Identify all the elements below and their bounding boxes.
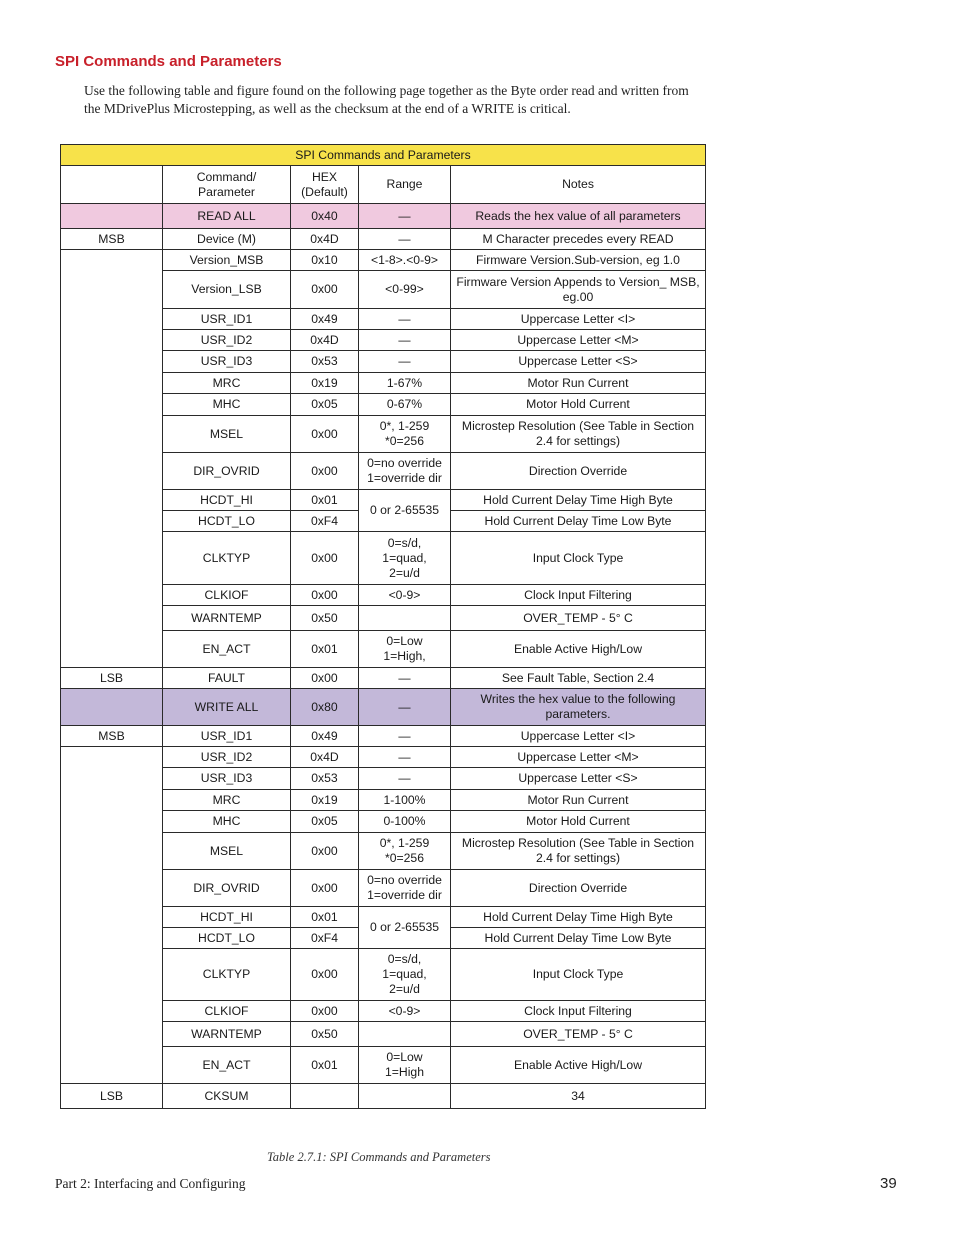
range-line: 0=Low bbox=[386, 1050, 423, 1064]
table-cell: Motor Run Current bbox=[451, 373, 706, 394]
table-row bbox=[61, 1084, 706, 1109]
table-cell: 0x49 bbox=[291, 309, 359, 330]
table-cell: — bbox=[359, 229, 451, 250]
table-cell: 0x01 bbox=[291, 907, 359, 928]
table-cell: 1-100% bbox=[359, 790, 451, 811]
table-cell: Writes the hex value to the following parameters. bbox=[451, 689, 706, 726]
table-cell bbox=[61, 204, 163, 229]
table-cell: HCDT_HI bbox=[163, 490, 291, 511]
table-cell: Clock Input Filtering bbox=[451, 585, 706, 606]
table-row-read-all bbox=[61, 204, 706, 229]
table-cell: See Fault Table, Section 2.4 bbox=[451, 668, 706, 689]
table-cell: Motor Hold Current bbox=[451, 394, 706, 416]
table-cell: 0x01 bbox=[291, 1047, 359, 1084]
range-line: 0*, 1-259 bbox=[379, 419, 430, 433]
table-cell: 0x00 bbox=[291, 1001, 359, 1022]
table-row bbox=[61, 747, 706, 768]
table-cell: 0x00 bbox=[291, 668, 359, 689]
table-cell: MSEL bbox=[163, 833, 291, 870]
table-cell: 0x00 bbox=[291, 833, 359, 870]
table-cell: CLKTYP bbox=[163, 949, 291, 1001]
byte-order-lsb: LSB bbox=[61, 1084, 163, 1109]
spi-commands-table bbox=[60, 144, 706, 1109]
table-cell: Microstep Resolution (See Table in Section 2.4 for settings) bbox=[451, 833, 706, 870]
table-row bbox=[61, 250, 706, 271]
table-cell: Uppercase Letter <I> bbox=[451, 309, 706, 330]
table-cell: Firmware Version Appends to Version_ MSB, eg.00 bbox=[451, 271, 706, 309]
intro-paragraph: Use the following table and figure found on the following page together as the Byte order read and written from the MDrivePlus Microstepping, as well as the checksum at the end of a WRITE is critical. bbox=[84, 83, 689, 116]
range-line: 0=no override bbox=[367, 873, 442, 887]
table-cell: Uppercase Letter <S> bbox=[451, 351, 706, 373]
table-cell bbox=[359, 1084, 451, 1109]
table-cell: Motor Hold Current bbox=[451, 811, 706, 833]
section-title: SPI Commands and Parameters bbox=[55, 53, 282, 70]
page-number: 39 bbox=[880, 1175, 897, 1192]
header-command: Command/ Parameter bbox=[163, 166, 291, 204]
table-cell: Clock Input Filtering bbox=[451, 1001, 706, 1022]
table-cell: 0x4D bbox=[291, 229, 359, 250]
header-notes: Notes bbox=[451, 166, 706, 204]
table-cell: 1-67% bbox=[359, 373, 451, 394]
table-cell: Hold Current Delay Time Low Byte bbox=[451, 928, 706, 949]
range-line: 1=High, bbox=[383, 649, 426, 663]
table-cell bbox=[61, 689, 163, 726]
table-cell: MHC bbox=[163, 811, 291, 833]
table-title: SPI Commands and Parameters bbox=[61, 145, 706, 166]
table-cell: Uppercase Letter <M> bbox=[451, 747, 706, 768]
table-cell: USR_ID2 bbox=[163, 330, 291, 351]
table-cell: Direction Override bbox=[451, 870, 706, 907]
range-line: 0=s/d, bbox=[387, 535, 422, 550]
table-row-write-all bbox=[61, 689, 706, 726]
range-line: 0=Low bbox=[386, 634, 423, 648]
table-cell bbox=[359, 1022, 451, 1047]
table-cell: Input Clock Type bbox=[451, 532, 706, 585]
table-cell: Motor Run Current bbox=[451, 790, 706, 811]
header-hex: HEX (Default) bbox=[291, 166, 359, 204]
table-cell: 0x19 bbox=[291, 790, 359, 811]
table-cell: — bbox=[359, 668, 451, 689]
table-cell: — bbox=[359, 689, 451, 726]
byte-order-spacer bbox=[61, 747, 163, 1084]
table-cell: — bbox=[359, 330, 451, 351]
table-cell: MRC bbox=[163, 790, 291, 811]
table-cell: 0x4D bbox=[291, 747, 359, 768]
range-line: 1=override dir bbox=[367, 888, 442, 902]
table-cell: <0-9> bbox=[359, 1001, 451, 1022]
table-cell: CKSUM bbox=[163, 1084, 291, 1109]
table-cell: Input Clock Type bbox=[451, 949, 706, 1001]
table-cell: Enable Active High/Low bbox=[451, 631, 706, 668]
table-cell: 0x00 bbox=[291, 585, 359, 606]
table-cell: 0x49 bbox=[291, 726, 359, 747]
range-line: 2=u/d bbox=[389, 982, 420, 996]
table-cell: Uppercase Letter <S> bbox=[451, 768, 706, 790]
table-cell bbox=[359, 833, 451, 870]
byte-order-msb: MSB bbox=[61, 229, 163, 250]
table-cell: HCDT_LO bbox=[163, 928, 291, 949]
table-cell: USR_ID1 bbox=[163, 726, 291, 747]
table-cell: 0xF4 bbox=[291, 511, 359, 532]
table-cell: — bbox=[359, 747, 451, 768]
table-cell: 0 or 2-65535 bbox=[359, 907, 451, 949]
table-cell: 0x50 bbox=[291, 1022, 359, 1047]
table-cell: Reads the hex value of all parameters bbox=[451, 204, 706, 229]
table-cell bbox=[359, 532, 451, 585]
table-cell: DIR_OVRID bbox=[163, 870, 291, 907]
range-line: 1=quad, bbox=[382, 967, 427, 981]
table-cell bbox=[359, 453, 451, 490]
table-cell bbox=[359, 949, 451, 1001]
table-cell: M Character precedes every READ bbox=[451, 229, 706, 250]
table-cell: EN_ACT bbox=[163, 1047, 291, 1084]
table-cell: — bbox=[359, 204, 451, 229]
table-cell: FAULT bbox=[163, 668, 291, 689]
table-cell: Hold Current Delay Time High Byte bbox=[451, 490, 706, 511]
table-cell: 0x00 bbox=[291, 949, 359, 1001]
table-cell: OVER_TEMP - 5° C bbox=[451, 606, 706, 631]
table-cell: — bbox=[359, 768, 451, 790]
table-cell: WRITE ALL bbox=[163, 689, 291, 726]
table-cell: USR_ID3 bbox=[163, 351, 291, 373]
table-cell: 0x53 bbox=[291, 351, 359, 373]
table-title-row bbox=[61, 145, 706, 166]
table-cell: 0x01 bbox=[291, 631, 359, 668]
table-cell: 0xF4 bbox=[291, 928, 359, 949]
table-cell: EN_ACT bbox=[163, 631, 291, 668]
table-cell: 0x00 bbox=[291, 453, 359, 490]
table-cell: 0-100% bbox=[359, 811, 451, 833]
table-cell: Hold Current Delay Time Low Byte bbox=[451, 511, 706, 532]
table-cell bbox=[359, 1047, 451, 1084]
table-cell: <1-8>.<0-9> bbox=[359, 250, 451, 271]
table-row bbox=[61, 668, 706, 689]
header-blank bbox=[61, 166, 163, 204]
table-cell: 34 bbox=[451, 1084, 706, 1109]
table-cell: CLKTYP bbox=[163, 532, 291, 585]
range-line: 2=u/d bbox=[389, 565, 420, 580]
range-line: 0=no override bbox=[367, 456, 442, 470]
table-cell: WARNTEMP bbox=[163, 606, 291, 631]
table-cell: Microstep Resolution (See Table in Section 2.4 for settings) bbox=[451, 416, 706, 453]
table-row bbox=[61, 726, 706, 747]
table-cell: Direction Override bbox=[451, 453, 706, 490]
table-cell: READ ALL bbox=[163, 204, 291, 229]
table-cell: DIR_OVRID bbox=[163, 453, 291, 490]
table-cell: Device (M) bbox=[163, 229, 291, 250]
table-cell: HCDT_HI bbox=[163, 907, 291, 928]
table-cell: Enable Active High/Low bbox=[451, 1047, 706, 1084]
table-cell bbox=[359, 631, 451, 668]
table-cell: 0x00 bbox=[291, 870, 359, 907]
table-cell bbox=[359, 606, 451, 631]
table-cell: 0x40 bbox=[291, 204, 359, 229]
table-cell: OVER_TEMP - 5° C bbox=[451, 1022, 706, 1047]
range-line: 1=High bbox=[385, 1065, 424, 1079]
range-line: 0*, 1-259 bbox=[379, 836, 430, 850]
table-cell: USR_ID3 bbox=[163, 768, 291, 790]
table-cell: 0x10 bbox=[291, 250, 359, 271]
table-cell: <0-9> bbox=[359, 585, 451, 606]
table-cell: 0 or 2-65535 bbox=[359, 490, 451, 532]
byte-order-msb: MSB bbox=[61, 726, 163, 747]
table-cell: MRC bbox=[163, 373, 291, 394]
table-cell: CLKIOF bbox=[163, 585, 291, 606]
range-line: 0=s/d, bbox=[387, 952, 422, 966]
table-header-row bbox=[61, 166, 706, 204]
table-cell: CLKIOF bbox=[163, 1001, 291, 1022]
table-cell bbox=[291, 1084, 359, 1109]
table-row bbox=[61, 229, 706, 250]
table-cell: WARNTEMP bbox=[163, 1022, 291, 1047]
table-cell: 0x4D bbox=[291, 330, 359, 351]
byte-order-spacer bbox=[61, 250, 163, 668]
range-line: 1=quad, bbox=[382, 550, 427, 565]
table-caption: Table 2.7.1: SPI Commands and Parameters bbox=[267, 1150, 491, 1164]
table-cell: 0x19 bbox=[291, 373, 359, 394]
table-cell: Uppercase Letter <I> bbox=[451, 726, 706, 747]
table-cell: 0x00 bbox=[291, 271, 359, 309]
range-line: *0=256 bbox=[385, 434, 424, 448]
table-cell: — bbox=[359, 726, 451, 747]
table-cell: 0x05 bbox=[291, 811, 359, 833]
byte-order-lsb: LSB bbox=[61, 668, 163, 689]
table-cell: 0x80 bbox=[291, 689, 359, 726]
table-cell: Firmware Version.Sub-version, eg 1.0 bbox=[451, 250, 706, 271]
table-cell: Version_LSB bbox=[163, 271, 291, 309]
table-cell: USR_ID1 bbox=[163, 309, 291, 330]
table-cell: Version_MSB bbox=[163, 250, 291, 271]
range-line: 1=override dir bbox=[367, 471, 442, 485]
table-cell: 0x00 bbox=[291, 416, 359, 453]
table-cell: HCDT_LO bbox=[163, 511, 291, 532]
table-cell: MSEL bbox=[163, 416, 291, 453]
table-cell: 0x00 bbox=[291, 532, 359, 585]
header-range: Range bbox=[359, 166, 451, 204]
table-cell bbox=[359, 416, 451, 453]
table-cell bbox=[359, 870, 451, 907]
table-cell: — bbox=[359, 351, 451, 373]
table-cell: 0x05 bbox=[291, 394, 359, 416]
range-line: *0=256 bbox=[385, 851, 424, 865]
table-cell: 0x50 bbox=[291, 606, 359, 631]
table-cell: Hold Current Delay Time High Byte bbox=[451, 907, 706, 928]
table-cell: USR_ID2 bbox=[163, 747, 291, 768]
table-cell: Uppercase Letter <M> bbox=[451, 330, 706, 351]
table-cell: 0-67% bbox=[359, 394, 451, 416]
table-cell: MHC bbox=[163, 394, 291, 416]
table-cell: — bbox=[359, 309, 451, 330]
table-cell: <0-99> bbox=[359, 271, 451, 309]
table-cell: 0x01 bbox=[291, 490, 359, 511]
footer-section-label: Part 2: Interfacing and Configuring bbox=[55, 1176, 246, 1191]
table-cell: 0x53 bbox=[291, 768, 359, 790]
